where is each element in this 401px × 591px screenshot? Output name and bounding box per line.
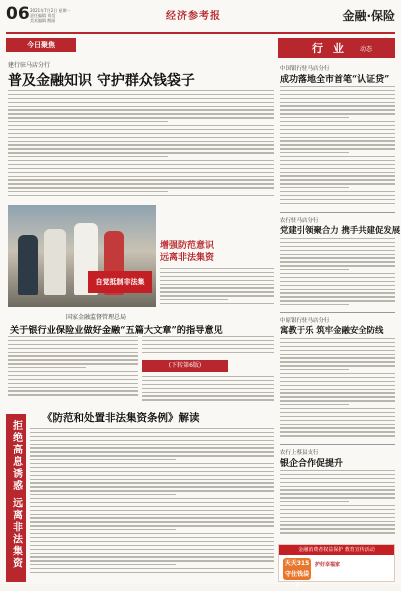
- text-line: [8, 390, 138, 391]
- text-line: [30, 463, 274, 464]
- text-line: [8, 387, 138, 388]
- text-line: [280, 381, 395, 382]
- text-line: [280, 435, 395, 436]
- vertical-slogan-banner: [6, 414, 26, 582]
- text-line: [8, 98, 274, 99]
- text-line: [30, 482, 274, 483]
- promo-header: [279, 545, 394, 555]
- text-line: [160, 272, 274, 273]
- text-line: [280, 113, 395, 114]
- text-line: [30, 517, 274, 518]
- text-line: [30, 521, 274, 522]
- text-line: [280, 357, 395, 358]
- text-line: [30, 537, 274, 538]
- text-line: [280, 164, 395, 165]
- text-line: [280, 160, 395, 161]
- text-line: [280, 156, 395, 157]
- caption-line: 增强防范意识: [160, 241, 215, 251]
- text-line: [8, 383, 138, 384]
- text-line: [8, 90, 274, 91]
- text-line: [280, 265, 395, 266]
- text-line: [8, 125, 274, 126]
- text-line: [30, 541, 274, 542]
- text-line: [280, 521, 395, 522]
- meta-line: 美术编辑 熊丽: [30, 18, 56, 23]
- text-line: [142, 376, 274, 377]
- text-line: [30, 451, 274, 452]
- text-line: [280, 179, 395, 180]
- text-line: [280, 532, 395, 533]
- text-line: [280, 285, 395, 286]
- text-line: [142, 392, 274, 393]
- right-item2-headline: 党建引领聚合力 携手共建促发展: [280, 225, 401, 235]
- story2-kicker: 国家金融监督管理总局: [66, 314, 127, 321]
- vertical-slogan: 拒绝高息诱惑 远离非法集资: [10, 420, 22, 570]
- text-line: [30, 514, 274, 515]
- story2-body-col1: [8, 336, 138, 402]
- text-line: [280, 427, 395, 428]
- text-line: [280, 109, 395, 110]
- text-line: [8, 359, 138, 360]
- text-line: [280, 369, 349, 370]
- text-line: [30, 498, 274, 499]
- text-line: [280, 524, 395, 525]
- promo-sign: [88, 271, 152, 293]
- text-line: [280, 365, 395, 366]
- text-line: [142, 380, 274, 381]
- text-line: [280, 203, 395, 204]
- text-line: [160, 291, 274, 292]
- text-line: [8, 113, 274, 114]
- text-line: [280, 474, 395, 475]
- text-line: [142, 395, 274, 396]
- text-line: [280, 424, 395, 425]
- text-line: [30, 525, 274, 526]
- text-line: [8, 340, 138, 341]
- header-meta: [30, 8, 90, 23]
- text-line: [8, 367, 86, 368]
- promo-header-text: 金融消费者权益保护 教育宣传活动: [298, 547, 375, 553]
- industry-header-title: 行 业: [312, 42, 347, 55]
- text-line: [8, 129, 274, 130]
- text-line: [280, 144, 395, 145]
- text-line: [280, 277, 395, 278]
- text-line: [160, 268, 274, 269]
- person-figure: [18, 235, 38, 295]
- text-line: [280, 98, 395, 99]
- text-line: [280, 90, 395, 91]
- text-line: [30, 479, 274, 480]
- caption-line: 远离非法集资: [160, 253, 215, 263]
- text-line: [8, 160, 274, 161]
- text-line: [30, 428, 274, 429]
- promo-ad: [278, 544, 395, 589]
- text-line: [30, 490, 274, 491]
- text-line: [30, 506, 274, 507]
- text-line: [30, 494, 176, 495]
- text-line: [8, 379, 138, 380]
- story2-headline: 关于银行业保险业做好金融“五篇大文章”的指导意见: [10, 325, 223, 336]
- text-line: [8, 394, 138, 395]
- text-line: [8, 371, 138, 372]
- text-line: [280, 497, 395, 498]
- text-line: [280, 501, 349, 502]
- text-line: [280, 346, 395, 347]
- text-line: [8, 133, 274, 134]
- text-line: [8, 363, 138, 364]
- text-line: [280, 338, 395, 339]
- text-line: [280, 431, 395, 432]
- text-line: [280, 261, 395, 262]
- text-line: [8, 352, 138, 353]
- story1-kicker: 建行驻马店分行: [8, 62, 51, 69]
- text-line: [280, 416, 395, 417]
- text-line: [280, 385, 395, 386]
- text-line: [280, 94, 395, 95]
- text-line: [280, 195, 395, 196]
- text-line: [30, 529, 176, 530]
- story2-body-col3: [142, 376, 274, 404]
- text-line: [8, 187, 274, 188]
- divider: [280, 312, 395, 313]
- text-line: [280, 183, 395, 184]
- text-line: [30, 432, 274, 433]
- text-line: [8, 121, 168, 122]
- text-line: [30, 553, 274, 554]
- right-item4-kicker: 农行上蔡县支行: [280, 450, 319, 456]
- strip-label: (下转第6版): [168, 362, 202, 369]
- text-line: [30, 440, 274, 441]
- promo-logo: [283, 558, 311, 589]
- text-line: [280, 172, 395, 173]
- promo-logo-line: 守住钱袋子: [284, 571, 309, 589]
- text-line: [280, 133, 395, 134]
- text-line: [280, 392, 395, 393]
- story1-headline: 普及金融知识 守护群众钱袋子: [8, 73, 195, 89]
- meta-line: 责任编辑 刘昊: [30, 13, 56, 18]
- text-line: [8, 164, 274, 165]
- text-line: [160, 276, 274, 277]
- text-line: [8, 94, 274, 95]
- right-item3-body: [280, 338, 395, 442]
- story1-body: [8, 90, 274, 202]
- text-line: [142, 352, 274, 353]
- text-line: [8, 336, 138, 337]
- text-line: [280, 187, 349, 188]
- text-line: [142, 399, 274, 400]
- story3-headline: 《防范和处置非法集资条例》解读: [42, 412, 200, 424]
- text-line: [8, 179, 274, 180]
- right-item4-body: [280, 470, 395, 540]
- text-line: [30, 545, 274, 546]
- text-line: [160, 284, 274, 285]
- text-line: [30, 467, 274, 468]
- text-line: [280, 350, 395, 351]
- text-line: [30, 459, 176, 460]
- text-line: [8, 176, 274, 177]
- text-line: [142, 336, 274, 337]
- text-line: [280, 377, 395, 378]
- text-line: [280, 250, 395, 251]
- right-item2-kicker: 农行驻马店分行: [280, 218, 319, 224]
- text-line: [280, 137, 395, 138]
- text-line: [142, 388, 274, 389]
- text-line: [280, 152, 349, 153]
- text-line: [280, 505, 395, 506]
- text-line: [280, 396, 395, 397]
- promo-logo-line: 天天315: [284, 560, 310, 567]
- text-line: [280, 273, 395, 274]
- text-line: [8, 375, 138, 376]
- text-line: [30, 444, 274, 445]
- text-line: [280, 389, 395, 390]
- text-line: [8, 183, 274, 184]
- text-line: [280, 117, 349, 118]
- text-line: [280, 238, 395, 239]
- text-line: [142, 344, 274, 345]
- photo-caption-title: [160, 240, 214, 264]
- divider: [280, 212, 395, 213]
- text-line: [280, 400, 395, 401]
- text-line: [280, 470, 395, 471]
- text-line: [280, 509, 395, 510]
- text-line: [280, 304, 349, 305]
- text-line: [8, 191, 168, 192]
- text-line: [280, 412, 395, 413]
- right-item3-kicker: 中原银行驻马店分行: [280, 318, 330, 324]
- right-item4-headline: 银企合作促提升: [280, 459, 344, 469]
- text-line: [280, 296, 395, 297]
- text-line: [280, 140, 395, 141]
- text-line: [280, 482, 395, 483]
- text-line: [280, 493, 395, 494]
- text-line: [30, 436, 274, 437]
- text-line: [280, 528, 395, 529]
- text-line: [30, 510, 274, 511]
- divider: [280, 444, 395, 445]
- text-line: [8, 106, 274, 107]
- section-title: 金融·保险: [342, 9, 395, 23]
- text-line: [160, 303, 274, 304]
- industry-header-sub: 动态: [360, 46, 373, 53]
- industry-news-header: [278, 38, 395, 58]
- text-line: [280, 517, 395, 518]
- text-line: [280, 408, 395, 409]
- text-line: [280, 257, 395, 258]
- text-line: [280, 281, 395, 282]
- text-line: [280, 342, 395, 343]
- text-line: [280, 478, 395, 479]
- text-line: [280, 289, 395, 290]
- text-line: [280, 129, 395, 130]
- story2-body-col2: [142, 336, 274, 358]
- promo-slogan: 护好幸福家: [315, 562, 341, 568]
- text-line: [142, 348, 274, 349]
- text-line: [280, 361, 395, 362]
- text-line: [142, 384, 274, 385]
- text-line: [280, 121, 395, 122]
- text-line: [30, 471, 274, 472]
- text-line: [30, 486, 274, 487]
- text-line: [280, 420, 395, 421]
- right-item2-body: [280, 238, 395, 310]
- text-line: [280, 242, 395, 243]
- text-line: [8, 102, 274, 103]
- person-figure: [44, 229, 66, 295]
- text-line: [8, 141, 274, 142]
- text-line: [280, 191, 395, 192]
- text-line: [142, 340, 274, 341]
- story3-body: [30, 428, 274, 580]
- text-line: [280, 168, 395, 169]
- text-line: [160, 295, 274, 296]
- text-line: [280, 148, 395, 149]
- text-line: [160, 280, 274, 281]
- text-line: [8, 152, 274, 153]
- text-line: [30, 455, 274, 456]
- text-line: [8, 168, 274, 169]
- masthead-logo: 经济参考报: [166, 11, 221, 22]
- page-header: [6, 4, 395, 34]
- text-line: [8, 144, 274, 145]
- meta-line: 2021年7月2日 星期一: [30, 8, 71, 13]
- text-line: [160, 287, 274, 288]
- text-line: [30, 502, 274, 503]
- text-line: [8, 137, 274, 138]
- right-item1-body: [280, 86, 395, 210]
- text-line: [280, 125, 395, 126]
- text-line: [8, 355, 138, 356]
- text-line: [280, 269, 349, 270]
- text-line: [280, 354, 395, 355]
- text-line: [8, 195, 274, 196]
- text-line: [8, 109, 274, 110]
- banner-label: 今日聚焦: [27, 41, 55, 49]
- text-line: [280, 86, 395, 87]
- right-item1-kicker: 中国银行驻马店分行: [280, 66, 330, 72]
- text-line: [30, 533, 274, 534]
- text-line: [280, 300, 395, 301]
- continued-strip: [142, 360, 228, 372]
- page-number: 06: [6, 4, 30, 24]
- text-line: [280, 246, 395, 247]
- text-line: [30, 560, 274, 561]
- text-line: [280, 489, 395, 490]
- text-line: [280, 486, 395, 487]
- text-line: [280, 102, 395, 103]
- text-line: [30, 572, 274, 573]
- text-line: [280, 292, 395, 293]
- text-line: [30, 447, 274, 448]
- text-line: [30, 556, 274, 557]
- text-line: [280, 404, 349, 405]
- text-line: [280, 199, 395, 200]
- text-line: [8, 117, 274, 118]
- text-line: [30, 475, 274, 476]
- text-line: [280, 373, 395, 374]
- text-line: [30, 568, 274, 569]
- text-line: [8, 148, 274, 149]
- text-line: [8, 344, 138, 345]
- sign-text: 自觉抵制非法集: [95, 278, 145, 286]
- text-line: [160, 299, 228, 300]
- text-line: [8, 348, 138, 349]
- text-line: [280, 105, 395, 106]
- text-line: [280, 254, 395, 255]
- text-line: [280, 175, 395, 176]
- text-line: [30, 564, 176, 565]
- right-item3-headline: 寓教于乐 筑牢金融安全防线: [280, 325, 384, 335]
- text-line: [8, 172, 274, 173]
- text-line: [8, 156, 168, 157]
- photo-caption-body: [160, 268, 274, 308]
- right-item1-headline: 成功落地全市首笔“认证贷”: [280, 75, 390, 85]
- event-photo: [8, 205, 156, 307]
- text-line: [30, 549, 274, 550]
- today-focus-banner: [6, 38, 76, 52]
- text-line: [280, 513, 395, 514]
